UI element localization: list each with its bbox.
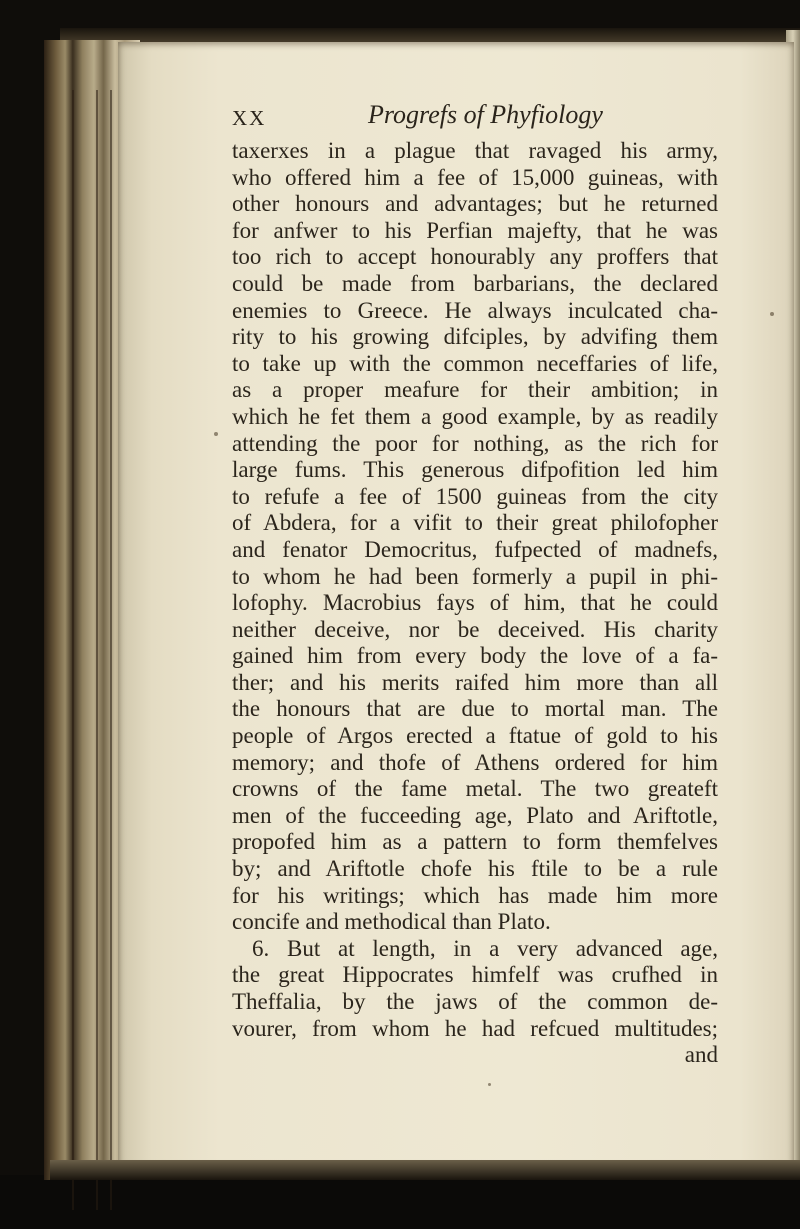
- binding-line: [110, 90, 112, 1210]
- text-line: as a proper meafure for their ambition; in: [232, 377, 718, 403]
- text-line: could be made from barbarians, the declared: [232, 270, 718, 296]
- text-line: concife and methodical than Plato.: [232, 909, 551, 935]
- text-line: men of the fucceeding age, Plato and Ariftotle,: [232, 802, 718, 828]
- text-line: to take up with the common neceffaries of life,: [232, 350, 718, 376]
- text-line: to refufe a fee of 1500 guineas from the city: [232, 483, 718, 509]
- page-bottom-shadow: [50, 1160, 800, 1180]
- text-line: crowns of the fame metal. The two greateft: [232, 776, 718, 802]
- text-line: who offered him a fee of 15,000 guineas, with: [232, 164, 718, 190]
- paper-speck: [770, 312, 774, 316]
- text-line: for anfwer to his Perfian majefty, that he was: [232, 217, 718, 243]
- binding-line: [96, 90, 98, 1210]
- text-line: the honours that are due to mortal man. The: [232, 696, 718, 722]
- text-line: and fenator Democritus, fufpected of madnefs,: [232, 536, 718, 562]
- text-line: of Abdera, for a vifit to their great philofopher: [232, 510, 718, 536]
- text-line: too rich to accept honourably any proffers that: [232, 244, 718, 270]
- text-line: attending the poor for nothing, as the rich for: [232, 430, 718, 456]
- paper-speck: [214, 432, 218, 436]
- page-number: XX: [232, 106, 267, 130]
- body-text: [232, 138, 718, 1069]
- text-line: rity to his growing difciples, by advifing them: [232, 324, 718, 350]
- text-line: for his writings; which has made him more: [232, 882, 718, 908]
- text-line: to whom he had been formerly a pupil in phi-: [232, 563, 718, 589]
- text-line: large fums. This generous difpofition led him: [232, 457, 718, 483]
- text-line: Theffalia, by the jaws of the common de-: [232, 989, 718, 1014]
- text-line: people of Argos erected a ftatue of gold to his: [232, 723, 718, 749]
- bottom-shadow: [0, 1175, 800, 1229]
- text-line: which he fet them a good example, by as readily: [232, 403, 718, 429]
- text-line: 6. But at length, in a very advanced age,: [252, 935, 718, 961]
- paper-speck: [488, 1083, 491, 1086]
- text-line: by; and Ariftotle chofe his ftile to be a rule: [232, 856, 718, 882]
- running-head: [232, 100, 712, 134]
- text-line: neither deceive, nor be deceived. His charity: [232, 616, 718, 642]
- text-line: ther; and his merits raifed him more than all: [232, 669, 718, 695]
- running-title: Progrefs of Phyfiology: [368, 100, 603, 129]
- text-line: gained him from every body the love of a fa-: [232, 643, 718, 669]
- binding-line: [72, 90, 74, 1210]
- text-line: the great Hippocrates himfelf was crufhed in: [232, 962, 718, 988]
- text-line: memory; and thofe of Athens ordered for him: [232, 749, 718, 775]
- text-line: taxerxes in a plague that ravaged his army,: [232, 138, 718, 163]
- text-line: other honours and advantages; but he returned: [232, 191, 718, 217]
- catchword: and: [684, 1042, 718, 1068]
- text-line: enemies to Greece. He always inculcated cha-: [232, 297, 718, 323]
- text-line: lofophy. Macrobius fays of him, that he could: [232, 590, 718, 616]
- text-line: propofed him as a pattern to form themfelves: [232, 829, 718, 855]
- text-line: vourer, from whom he had refcued multitudes;: [232, 1015, 718, 1041]
